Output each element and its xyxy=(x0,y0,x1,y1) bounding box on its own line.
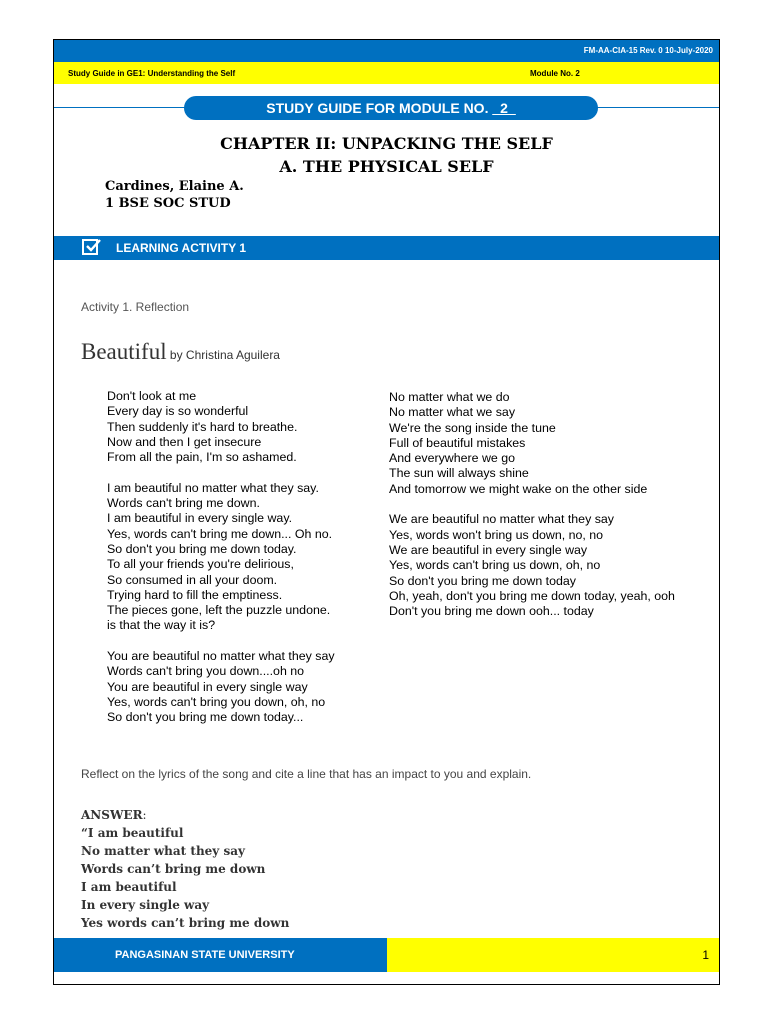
study-guide-label: Study Guide in GE1: Understanding the Self xyxy=(68,69,236,78)
subheader-bar xyxy=(54,62,719,84)
lyric-line: So consumed in all your doom. xyxy=(107,572,278,587)
answer-block xyxy=(81,806,289,932)
lyrics-left-column xyxy=(107,389,335,741)
learning-activity-label: LEARNING ACTIVITY 1 xyxy=(116,241,247,255)
lyric-stanza xyxy=(389,512,675,619)
lyric-line: is that the way it is? xyxy=(107,618,216,633)
lyric-line: Oh, yeah, don't you bring me down today, yeah, ooh xyxy=(389,588,675,603)
answer-line: Yes words can’t bring me down xyxy=(81,916,290,930)
answer-line: “I am beautiful xyxy=(81,826,184,840)
module-title-banner xyxy=(184,96,598,120)
answer-label: ANSWER xyxy=(81,808,143,822)
song-heading xyxy=(81,339,280,365)
lyric-line: Trying hard to fill the emptiness. xyxy=(107,587,283,602)
lyric-line: So don't you bring me down today xyxy=(389,573,576,588)
student-name: Cardines, Elaine A. xyxy=(105,179,244,194)
lyric-line: To all your friends you're delirious, xyxy=(107,557,294,572)
page-number: 1 xyxy=(702,948,709,962)
lyric-line: So don't you bring me down today... xyxy=(107,710,304,725)
answer-line: No matter what they say xyxy=(81,844,245,858)
answer-line: I am beautiful xyxy=(81,880,177,894)
lyric-line: Words can't bring me down. xyxy=(107,496,260,511)
lyric-line: Don't you bring me down ooh... today xyxy=(389,604,594,619)
chapter-title: CHAPTER II: UNPACKING THE SELF xyxy=(220,134,553,153)
lyric-line: Then suddenly it's hard to breathe. xyxy=(107,419,298,434)
song-title: Beautiful xyxy=(81,339,167,364)
answer-colon: : xyxy=(142,808,147,822)
lyric-line: Now and then I get insecure xyxy=(107,434,262,449)
lyrics-right-column xyxy=(389,390,675,635)
answer-lines xyxy=(81,824,289,932)
lyric-line: Yes, words can't bring you down, oh, no xyxy=(107,694,326,709)
lyric-line: I am beautiful in every single way. xyxy=(107,511,293,526)
lyric-line: Words can't bring you down....oh no xyxy=(107,664,305,679)
lyric-line: Every day is so wonderful xyxy=(107,404,249,419)
lyric-line: And everywhere we go xyxy=(389,451,516,466)
lyric-line: Don't look at me xyxy=(107,389,197,403)
lyric-line: Full of beautiful mistakes xyxy=(389,435,526,450)
form-code: FM-AA-CIA-15 Rev. 0 10-July-2020 xyxy=(583,46,713,55)
student-course: 1 BSE SOC STUD xyxy=(105,196,231,211)
lyric-line: The sun will always shine xyxy=(389,466,529,481)
song-artist: by Christina Aguilera xyxy=(166,348,280,362)
activity-title: Activity 1. Reflection xyxy=(81,300,190,314)
lyric-line: So don't you bring me down today. xyxy=(107,541,297,556)
answer-line: In every single way xyxy=(81,898,210,912)
lyric-stanza xyxy=(389,390,675,497)
section-title: A. THE PHYSICAL SELF xyxy=(279,157,494,176)
lyric-line: No matter what we do xyxy=(389,390,510,404)
footer-page-bar xyxy=(387,938,720,972)
lyric-line: And tomorrow we might wake on the other side xyxy=(389,481,648,496)
answer-heading xyxy=(81,806,289,824)
lyric-line: You are beautiful in every single way xyxy=(107,679,308,694)
learning-activity-bar xyxy=(54,236,719,260)
module-title-text: STUDY GUIDE FOR MODULE NO. xyxy=(266,100,493,116)
lyric-line: You are beautiful no matter what they say xyxy=(107,649,335,664)
lyric-line: Yes, words can't bring me down... Oh no. xyxy=(107,526,333,541)
lyric-line: No matter what we say xyxy=(389,405,516,420)
lyric-line: Yes, words can't bring us down, oh, no xyxy=(389,558,601,573)
lyric-line: We are beautiful in every single way xyxy=(389,542,588,557)
answer-line: Words can’t bring me down xyxy=(81,862,266,876)
lyric-stanza xyxy=(107,481,335,634)
module-title-number: _2_ xyxy=(492,100,516,116)
lyric-line: We are beautiful no matter what they say xyxy=(389,512,614,527)
university-name: PANGASINAN STATE UNIVERSITY xyxy=(115,949,295,961)
lyric-line: From all the pain, I'm so ashamed. xyxy=(107,450,297,465)
footer-university-bar xyxy=(54,938,387,972)
lyric-stanza xyxy=(107,649,335,725)
reflection-prompt: Reflect on the lyrics of the song and cite a line that has an impact to you and explain. xyxy=(81,767,532,781)
study-guide-page xyxy=(53,39,720,985)
lyric-line: The pieces gone, left the puzzle undone. xyxy=(107,603,331,618)
checkbox-icon xyxy=(82,239,98,255)
lyric-line: We're the song inside the tune xyxy=(389,420,556,435)
lyric-line: Yes, words won't bring us down, no, no xyxy=(389,527,604,542)
module-label: Module No. 2 xyxy=(530,69,580,78)
lyric-line: I am beautiful no matter what they say. xyxy=(107,480,319,495)
lyric-stanza xyxy=(107,389,335,465)
top-header-bar xyxy=(54,40,719,62)
